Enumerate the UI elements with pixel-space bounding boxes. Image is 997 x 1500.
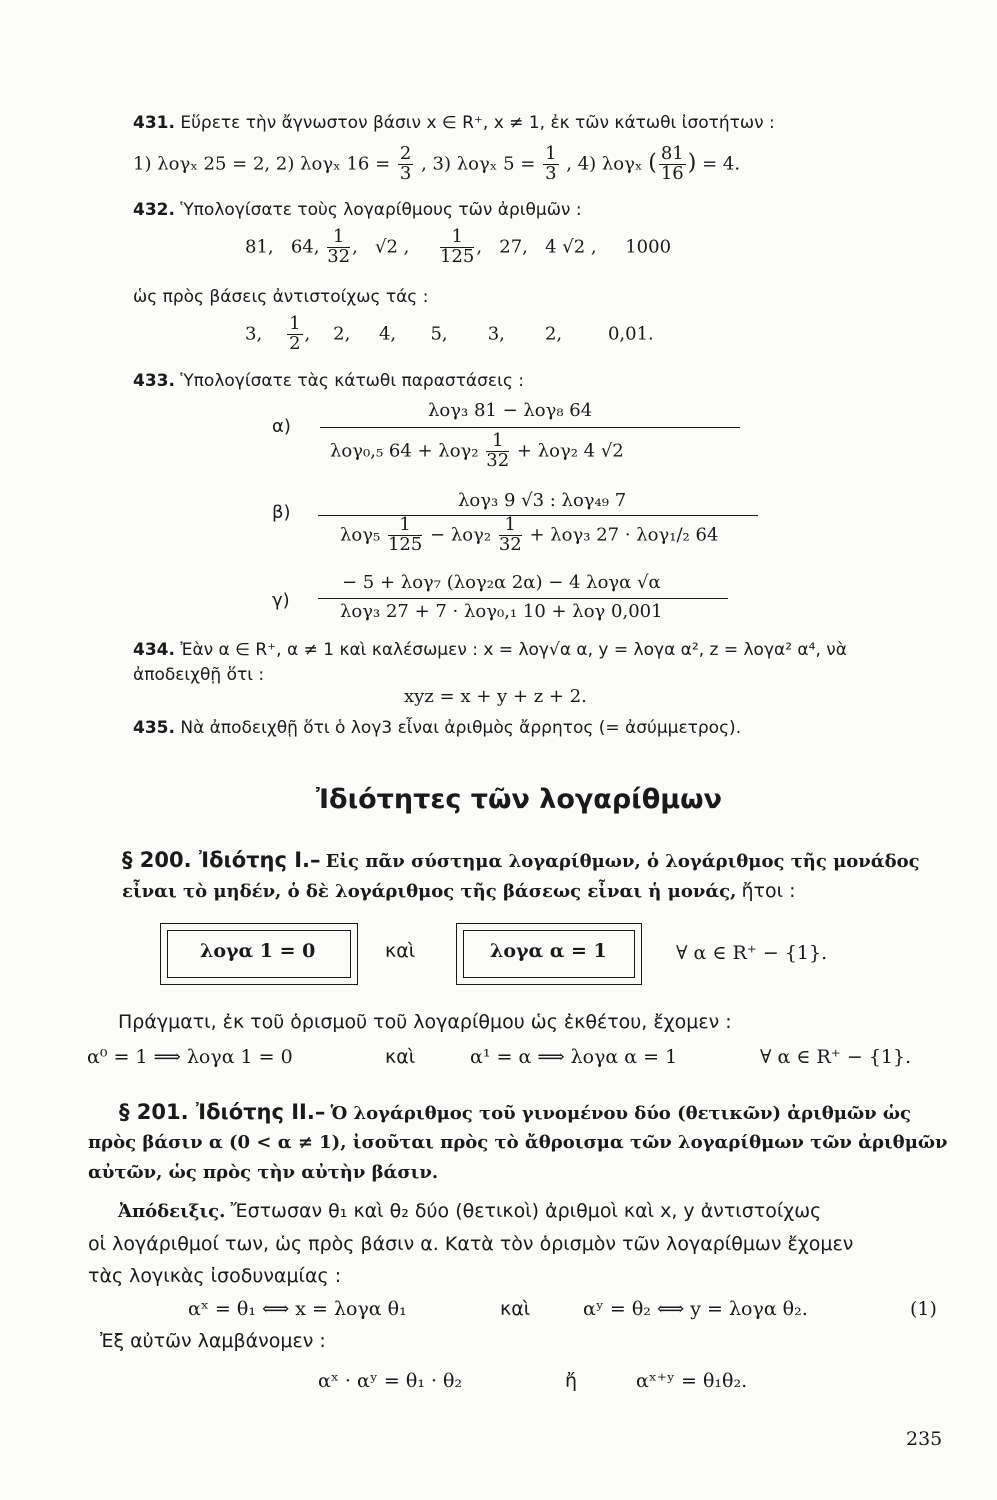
exercise-432-numbers: 81, 64, $\frac{1}{32}$ , √2 , $\frac{1}{125}$ , 27, 4 √2 , 1000 (245, 226, 672, 267)
exercise-432-text: Ὑπολογίσατε τοὺς λογαρίθμους τῶν ἀριθμῶν : (180, 200, 582, 220)
exercise-433-b-numerator: λογ₃ 9 √3 : λογ₄₉ 7 (458, 490, 627, 511)
exercise-431-item-4-result: = 4. (702, 153, 741, 175)
exercise-435: 435. Νὰ ἀποδειχθῇ ὅτι ὁ λογ3 εἶναι ἀριθμὸς ἄρρητος (= ἀσύμμετρος). (133, 718, 742, 738)
exercise-433-b-label: β) (272, 502, 291, 523)
exercise-431-item-3-fraction: $\frac{1}{3}$ (545, 143, 557, 184)
paragraph-200-proof: Πράγματι, ἐκ τοῦ ὁρισμοῦ τοῦ λογαρίθμου ὡς ἐκθέτου, ἔχομεν : (118, 1011, 732, 1033)
exercise-432-number: 432. (133, 200, 175, 220)
proof-heading: Ἀπόδειξις. (118, 1201, 226, 1222)
exercise-432-bases: 3, $\frac{1}{2}$ , 2, 4, 5, 3, 2, 0,01. (245, 313, 654, 354)
proof-equation-kai: καὶ (500, 1298, 531, 1320)
exercise-432-statement (133, 200, 582, 220)
exercise-431-item-2-fraction: $\frac{2}{3}$ (399, 143, 412, 184)
proof-line-1: Ἀπόδειξις. Ἔστωσαν θ₁ καὶ θ₂ δύο (θετικοὶ) ἀριθμοὶ καὶ x, y ἀντιστοίχως (118, 1200, 822, 1222)
exercise-431-items: 1) λογₓ 25 = 2, 2) λογₓ 16 = $\frac{2}{3}$ , 3) λογₓ 5 = $\frac{1}{3}$ , 4) λογₓ ( $\frac{81}{16}$ ) = 4. (133, 143, 741, 184)
property-log-base-text: λογα α = 1 (490, 940, 607, 962)
paragraph-200-line-1: § 200. Ἰδιότης I.– Εἰς πᾶν σύστημα λογαρίθμων, ὁ λογάριθμος τῆς μονάδος (122, 848, 920, 872)
exercise-431-item-1: 1) λογₓ 25 = 2, (133, 153, 271, 175)
paragraph-201-line-2: πρὸς βάσιν α (0 < α ≠ 1), ἰσοῦται πρὸς τὸ ἄθροισμα τῶν λογαρίθμων τῶν ἀριθμῶν (88, 1132, 948, 1153)
exercise-433-a-denominator: λογ₀,₅ 64 + λογ₂ $\frac{1}{32}$ + λογ₂ 4 √2 (330, 430, 624, 471)
page-number: 235 (906, 1428, 943, 1450)
paragraph-200-heading: § 200. Ἰδιότης I.– (122, 848, 321, 872)
paragraph-200-equation-kai: καὶ (385, 1046, 416, 1068)
exercise-434-number: 434. (133, 640, 175, 660)
proof-equation-d: αˣ⁺ʸ = θ₁θ₂. (636, 1370, 748, 1392)
proof-from-line: Ἐξ αὐτῶν λαμβάνομεν : (100, 1330, 326, 1352)
exercise-433-a-numerator: λογ₃ 81 − λογ₈ 64 (428, 400, 593, 421)
exercise-432-bases-text: ὡς πρὸς βάσεις ἀντιστοίχως τάς : (133, 287, 429, 307)
paragraph-200-equation-2: α¹ = α ⟹ λογα α = 1 (470, 1046, 678, 1068)
exercise-433-statement (133, 371, 524, 391)
paragraph-201-line-3: αὐτῶν, ὡς πρὸς τὴν αὐτὴν βάσιν. (88, 1162, 439, 1183)
section-title: Ἰδιότητες τῶν λογαρίθμων (316, 784, 722, 815)
exercise-433-c-label: γ) (272, 590, 290, 611)
paragraph-200-line-2: εἶναι τὸ μηδέν, ὁ δὲ λογάριθμος τῆς βάσεως εἶναι ἡ μονάς, ἤτοι : (122, 880, 796, 902)
exercise-431-item-2: 2) λογₓ 16 = (275, 153, 391, 175)
exercise-434-equation: xyz = x + y + z + 2. (404, 686, 587, 707)
exercise-433-c-fraction-bar (318, 598, 728, 599)
property-kai: καὶ (385, 940, 416, 962)
exercise-431-statement (133, 113, 775, 133)
property-forall: ∀ α ∈ R⁺ − {1}. (676, 942, 828, 964)
proof-equation-c: αˣ · αʸ = θ₁ · θ₂ (318, 1370, 463, 1392)
paragraph-201-heading: § 201. Ἰδιότης II.– (119, 1100, 326, 1124)
paragraph-201-line-1: § 201. Ἰδιότης II.– Ὁ λογάριθμος τοῦ γινομένου δύο (θετικῶν) ἀριθμῶν ὡς (119, 1100, 911, 1124)
exercise-433-number: 433. (133, 371, 175, 391)
proof-equation-a: αˣ = θ₁ ⟺ x = λογα θ₁ (188, 1298, 407, 1320)
exercise-433-a-label: α) (272, 416, 291, 437)
proof-equation-eta: ἤ (565, 1370, 578, 1392)
exercise-433-text: Ὑπολογίσατε τὰς κάτωθι παραστάσεις : (180, 371, 524, 391)
proof-equation-b: αʸ = θ₂ ⟺ y = λογα θ₂. (583, 1298, 808, 1320)
exercise-434-line-2: ἀποδειχθῇ ὅτι : (133, 665, 265, 685)
exercise-433-b-denominator: λογ₅ $\frac{1}{125}$ − λογ₂ $\frac{1}{32}$ + λογ₃ 27 · λογ₁/₂ 64 (340, 514, 719, 555)
exercise-435-number: 435. (133, 718, 175, 738)
proof-line-2: οἱ λογάριθμοί των, ὡς πρὸς βάσιν α. Κατὰ τὸν ὁρισμὸν τῶν λογαρίθμων ἔχομεν (88, 1233, 854, 1255)
exercise-431-item-4: , 4) λογₓ (566, 153, 643, 175)
exercise-434-line-1: 434. Ἐὰν α ∈ R⁺, α ≠ 1 καὶ καλέσωμεν : x = λογ√α α, y = λογα α², z = λογα² α⁴, νὰ (133, 640, 847, 660)
exercise-431-text: Εὕρετε τὴν ἄγνωστον βάσιν x ∈ R⁺, x ≠ 1, ἐκ τῶν κάτωθι ἰσοτήτων : (180, 113, 775, 133)
property-log-one-text: λογα 1 = 0 (200, 940, 316, 962)
paragraph-200-equation-1: α⁰ = 1 ⟹ λογα 1 = 0 (87, 1046, 293, 1068)
exercise-433-a-fraction-bar (320, 427, 740, 428)
exercise-433-c-numerator: − 5 + λογ₇ (λογ₂α 2α) − 4 λογα √α (342, 572, 661, 593)
proof-line-3: τὰς λογικὰς ἰσοδυναμίας : (88, 1265, 342, 1287)
proof-equation-number: (1) (910, 1298, 937, 1320)
exercise-431-item-4-fraction: $\frac{81}{16}$ (660, 143, 684, 184)
exercise-431-item-3: , 3) λογₓ 5 = (421, 153, 536, 175)
exercise-431-number: 431. (133, 113, 175, 133)
paragraph-200-equation-forall: ∀ α ∈ R⁺ − {1}. (760, 1046, 912, 1068)
exercise-433-c-denominator: λογ₃ 27 + 7 · λογ₀,₁ 10 + λογ 0,001 (340, 601, 663, 622)
